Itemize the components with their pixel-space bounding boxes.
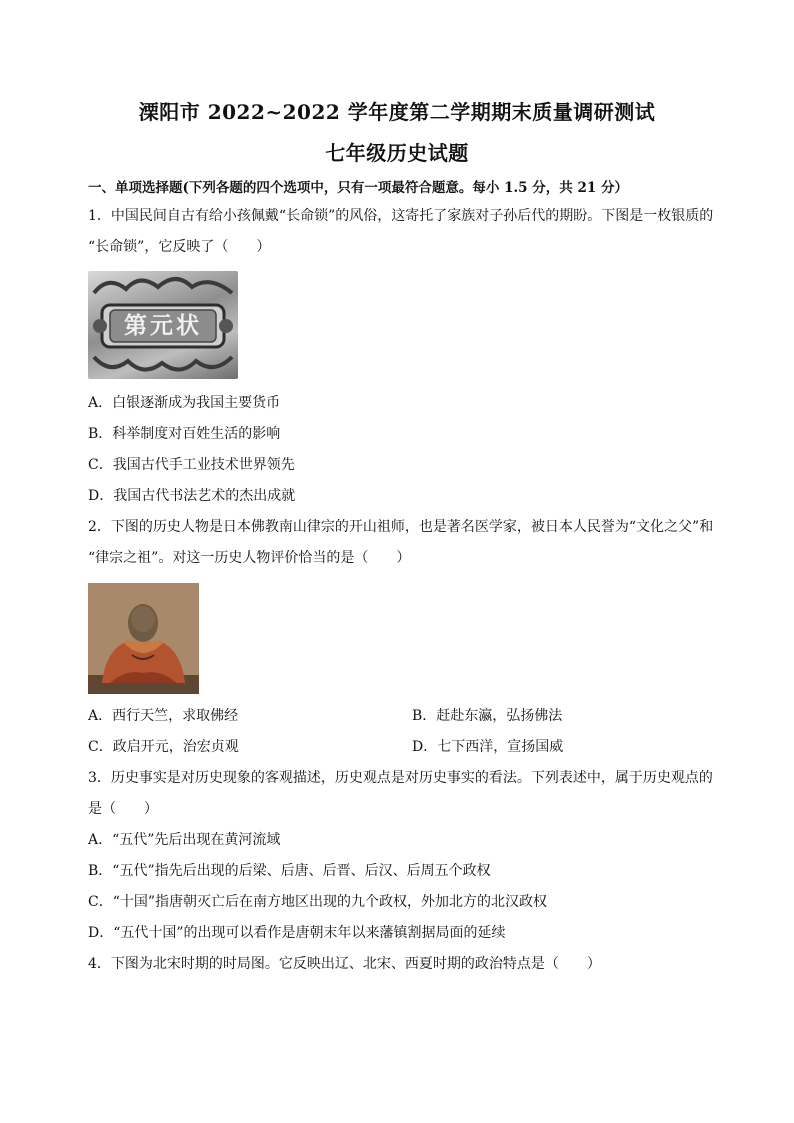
q2-option-b[interactable]: B．赶赴东瀛，弘扬佛法 — [412, 708, 563, 724]
q3-stem-line1: 3．历史事实是对历史现象的客观描述，历史观点是对历史事实的看法。下列表述中，属于历史观点的 — [88, 770, 713, 786]
q1-option-c[interactable]: C．我国古代手工业技术世界领先 — [88, 457, 295, 473]
q1-stem-line1: 1．中国民间自古有给小孩佩戴“长命锁”的风俗，这寄托了家族对子孙后代的期盼。下图是一枚银质的 — [88, 208, 714, 224]
q3-option-a[interactable]: A．“五代”先后出现在黄河流域 — [88, 832, 281, 848]
q3-stem-line2: 是（ ） — [88, 801, 158, 817]
q2-option-d[interactable]: D．七下西洋，宣扬国威 — [412, 739, 564, 755]
q1-stem-line2: “长命锁”，它反映了（ ） — [88, 239, 271, 255]
longevity-lock-image — [88, 271, 238, 379]
q3-option-b[interactable]: B．“五代”指先后出现的后梁、后唐、后晋、后汉、后周五个政权 — [88, 863, 491, 879]
section-heading: 一、单项选择题(下列各题的四个选项中，只有一项最符合题意。每小 1.5 分，共 21 分） — [88, 180, 628, 196]
q1-option-a[interactable]: A．白银逐渐成为我国主要货币 — [88, 395, 281, 411]
exam-title: 溧阳市 2022~2022 学年度第二学期期末质量调研测试 — [138, 100, 656, 124]
q2-stem-line2: “律宗之祖”。对这一历史人物评价恰当的是（ ） — [88, 550, 411, 566]
q4-stem-line1: 4．下图为北宋时期的时局图。它反映出辽、北宋、西夏时期的政治特点是（ ） — [88, 956, 601, 972]
q2-option-a[interactable]: A．西行天竺，求取佛经 — [88, 708, 239, 724]
monk-statue-image — [88, 583, 199, 694]
q3-option-d[interactable]: D．“五代十国”的出现可以看作是唐朝末年以来藩镇割据局面的延续 — [88, 925, 506, 941]
lock-inscription: 第元状 — [124, 312, 202, 339]
q2-option-c[interactable]: C．政启开元，治宏贞观 — [88, 739, 239, 755]
q1-option-d[interactable]: D．我国古代书法艺术的杰出成就 — [88, 488, 296, 504]
exam-subtitle: 七年级历史试题 — [325, 141, 469, 165]
q1-option-b[interactable]: B．科举制度对百姓生活的影响 — [88, 426, 281, 442]
q3-option-c[interactable]: C．“十国”指唐朝灭亡后在南方地区出现的九个政权，外加北方的北汉政权 — [88, 894, 548, 910]
q2-stem-line1: 2．下图的历史人物是日本佛教南山律宗的开山祖师，也是著名医学家，被日本人民誉为“文化之父”和 — [88, 519, 714, 535]
monk-statue-picture — [88, 583, 199, 694]
